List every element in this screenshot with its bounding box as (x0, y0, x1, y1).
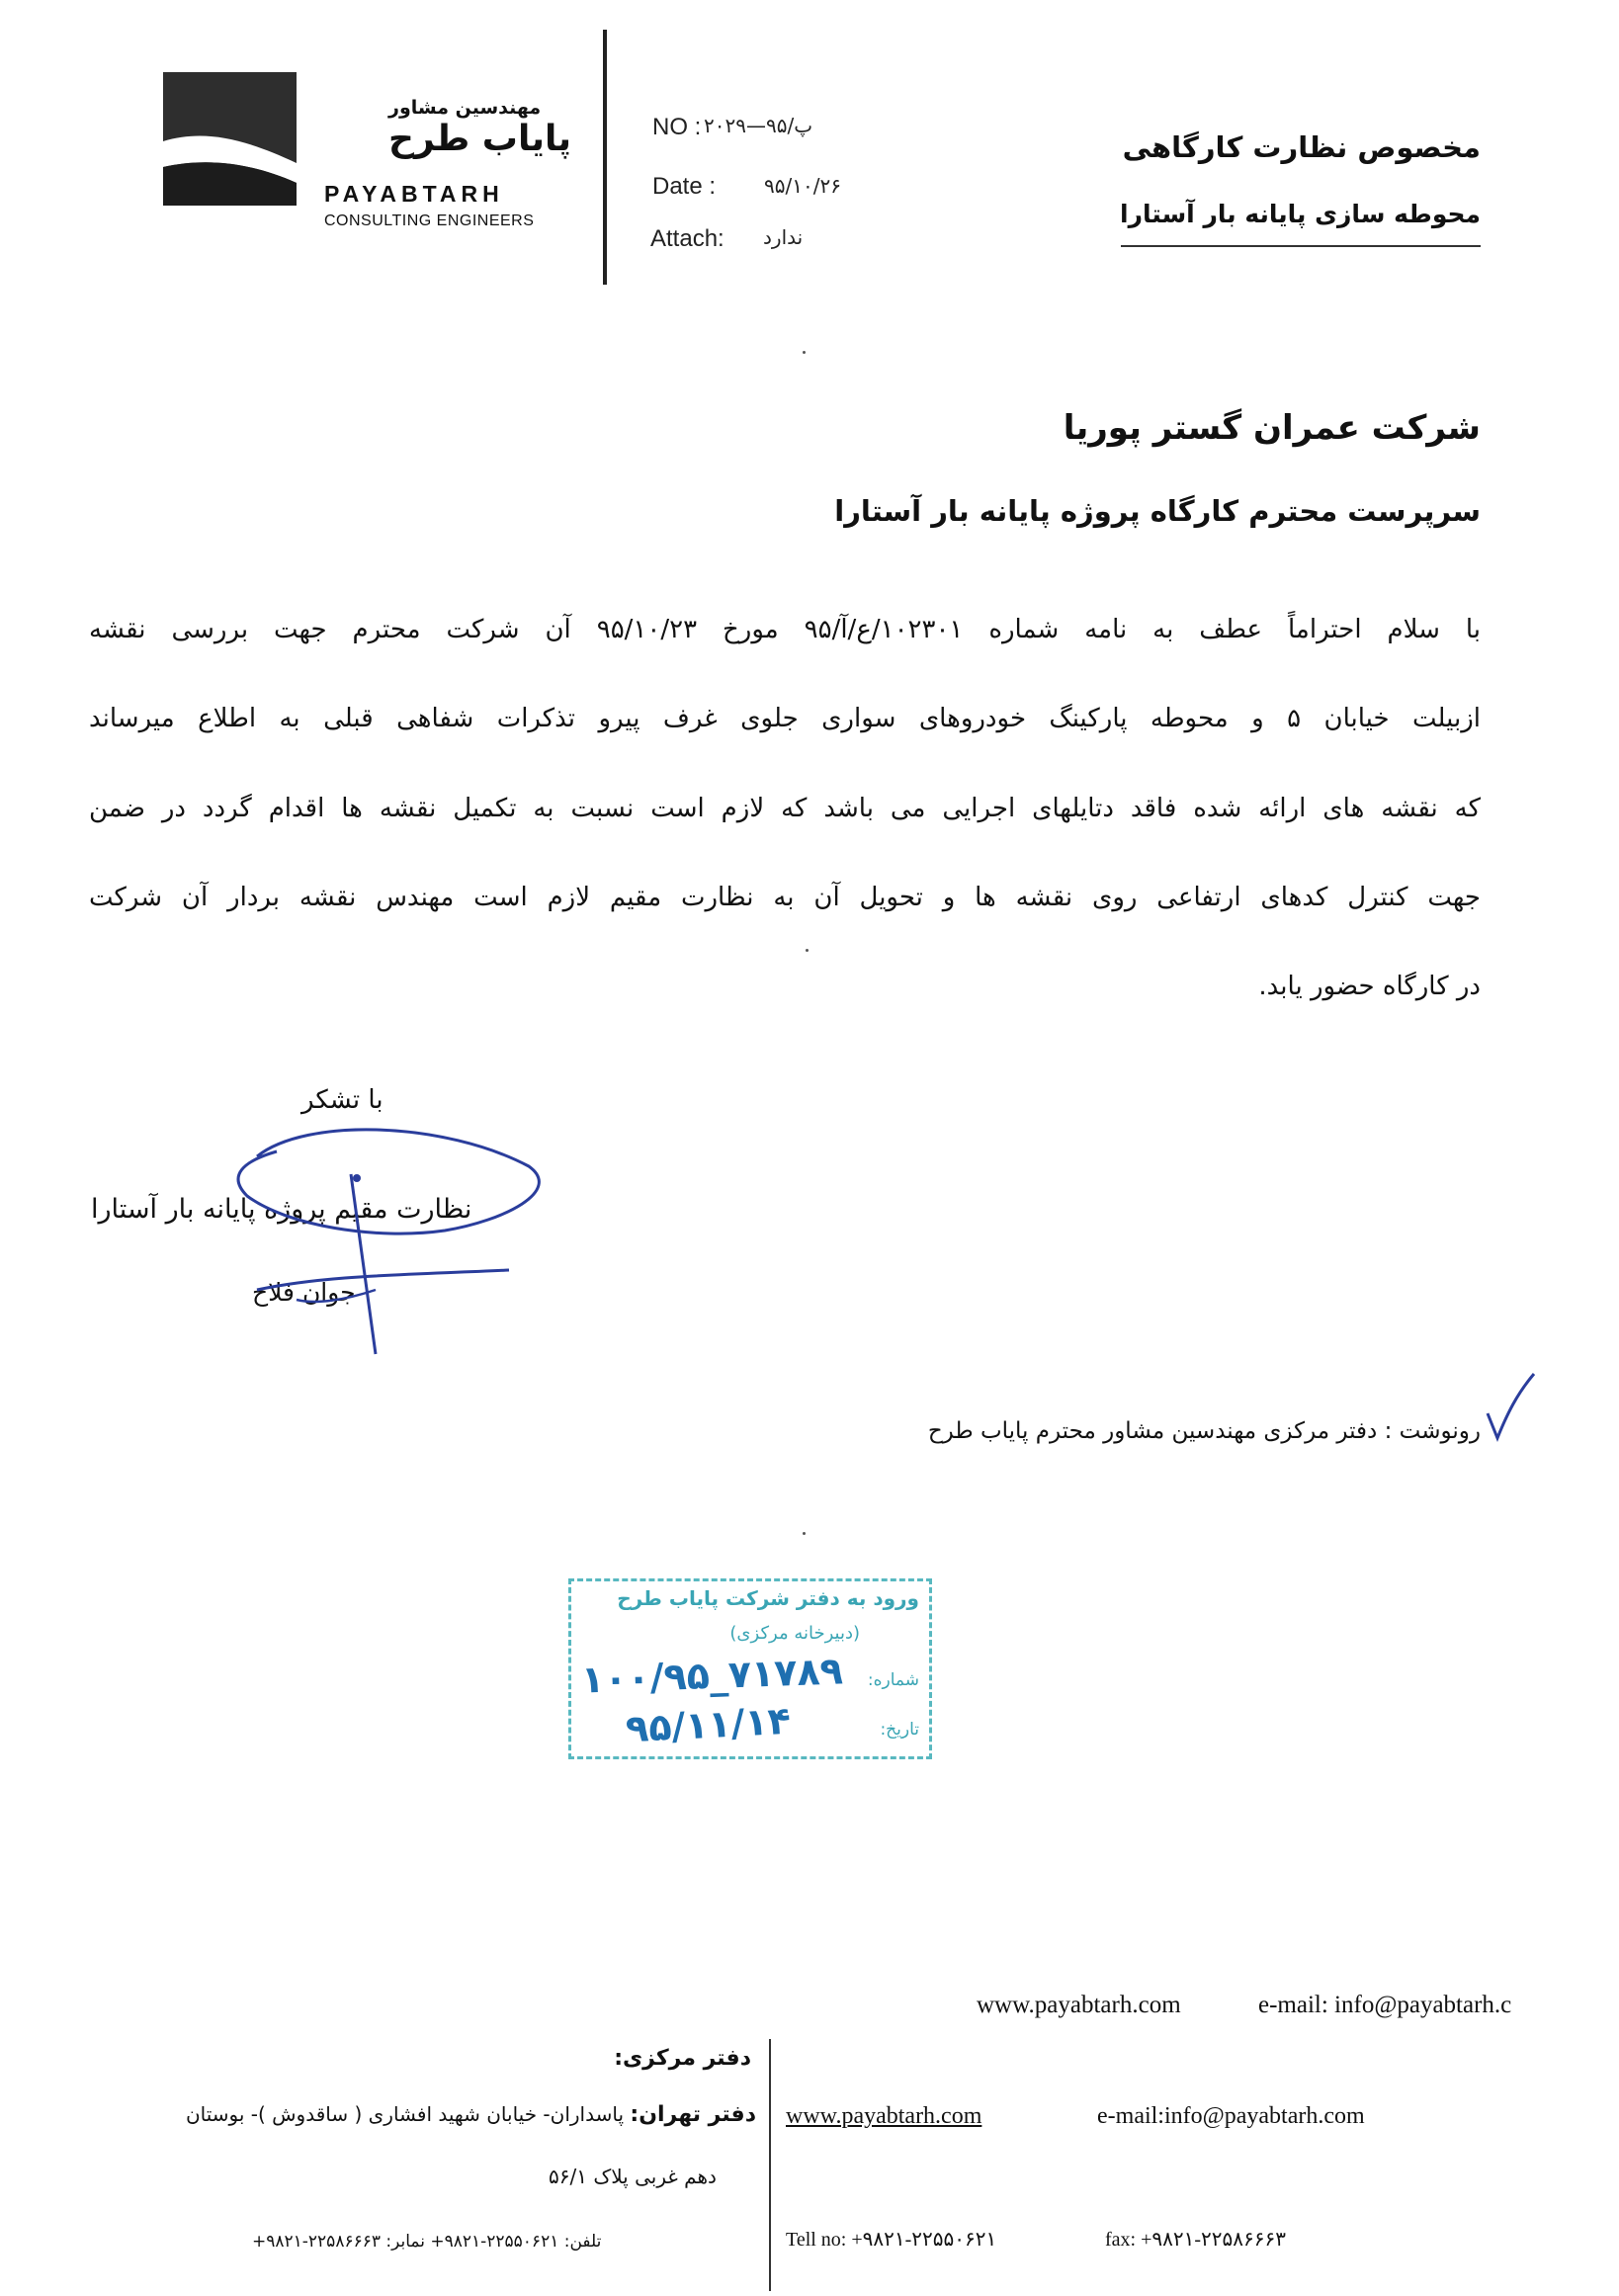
footer-fax: fax: +۹۸۲۱-۲۲۵۸۶۶۶۳ (1105, 2229, 1286, 2251)
tehran-office-address (138, 2102, 756, 2127)
body-line-3: که نقشه های ارائه شده فاقد دتایلهای اجرایی می باشد که لازم است نسبت به تکمیل نقشه ها اقدام گردد در ضمن (89, 794, 1481, 823)
footer-email-top[interactable]: e-mail: info@payabtarh.c (1258, 1992, 1512, 2018)
letter-number-value: پ/۹۵—۲۰۲۹ (704, 114, 813, 137)
scan-dot (803, 351, 806, 354)
stamp-date-value: ۹۵/۱۱/۱۴ (624, 1698, 792, 1751)
stamp-date-label: تاریخ: (880, 1720, 919, 1740)
recipient-company: شرکت عمران گستر پوریا (1063, 408, 1481, 448)
central-office-label: دفتر مرکزی: (614, 2046, 751, 2071)
recipient-title: سرپرست محترم کارگاه پروژه پایانه بار آستارا (834, 494, 1481, 528)
stamp-number-label: شماره: (867, 1670, 919, 1690)
tehran-address-line: پاسداران- خیابان شهید افشاری ( ساقدوش )- بوستان (185, 2102, 625, 2126)
footer-divider (769, 2039, 771, 2291)
project-title-underline (1121, 245, 1481, 247)
logo-subtitle-fa: مهندسین مشاور (388, 97, 542, 119)
letter-number-label: NO : (652, 114, 702, 140)
footer-phones-fa: تلفن: ۲۲۵۵۰۶۲۱-۹۸۲۱+ نمابر: ۲۲۵۸۶۶۶۳-۹۸۲۱+ (252, 2232, 602, 2252)
tehran-office-label: دفتر تهران: (630, 2102, 756, 2127)
letter-date-label: Date : (652, 173, 717, 200)
carbon-copy-note: رونوشت : دفتر مرکزی مهندسین مشاور محترم پایاب طرح (927, 1418, 1481, 1444)
signatory-role: نظارت مقیم پروژه پایانه بار آستارا (91, 1194, 472, 1225)
project-title: محوطه سازی پایانه بار آستارا (1120, 200, 1481, 228)
scan-dot (803, 1532, 806, 1535)
stamp-title: ورود به دفتر شرکت پایاب طرح (617, 1586, 919, 1610)
stamp-subtitle: (دبیرخانه مرکزی) (729, 1623, 860, 1644)
logo-subtitle-en: CONSULTING ENGINEERS (324, 213, 535, 229)
logo-title-fa: پایاب طرح (388, 119, 572, 159)
body-line-2: ازبیلت خیابان ۵ و محوطه پارکینگ خودروهای سواری جلوی غرف پیرو تذکرات شفاهی قبلی به اطلاع میرساند (89, 704, 1481, 733)
header-divider (603, 30, 607, 285)
body-line-5: در کارگاه حضور یابد. (1258, 972, 1481, 1001)
footer-website-top[interactable]: www.payabtarh.com (977, 1992, 1181, 2018)
attachment-value: ندارد (763, 225, 804, 249)
footer-website-link[interactable]: www.payabtarh.com (786, 2103, 982, 2129)
handwritten-signature (148, 1107, 563, 1374)
attachment-label: Attach: (650, 225, 724, 252)
logo-title-en: PAYABTARH (324, 181, 504, 207)
tehran-address-line-2: دهم غربی پلاک ۵۶/۱ (549, 2165, 717, 2188)
checkmark-icon (1483, 1369, 1542, 1448)
closing-thanks: با تشکر (301, 1085, 383, 1115)
body-line-4: جهت کنترل کدهای ارتفاعی روی نقشه ها و تحویل آن به نظارت مقیم لازم است مهندس نقشه بردار آن شرکت (89, 883, 1481, 912)
footer-email[interactable]: e-mail:info@payabtarh.com (1097, 2103, 1365, 2129)
body-line-1: با سلام احتراماً عطف به نامه شماره ۱۰۲۳۰۱/ع/آ/۹۵ مورخ ۹۵/۱۰/۲۳ آن شرکت محترم جهت بررسی نقشه (89, 615, 1481, 644)
scan-dot (806, 949, 809, 952)
receipt-stamp (568, 1578, 932, 1759)
footer-telephone: Tell no: +۹۸۲۱-۲۲۵۵۰۶۲۱ (786, 2229, 997, 2251)
supervision-title: مخصوص نظارت کارگاهی (1122, 130, 1481, 164)
signatory-name: جوان فلاح (252, 1278, 356, 1307)
letter-date-value: ۹۵/۱۰/۲۶ (764, 174, 841, 198)
company-logo-mark (163, 72, 297, 206)
stamp-number-value: ۱۰۰/۹۵_۷۱۷۸۹ (580, 1649, 844, 1702)
